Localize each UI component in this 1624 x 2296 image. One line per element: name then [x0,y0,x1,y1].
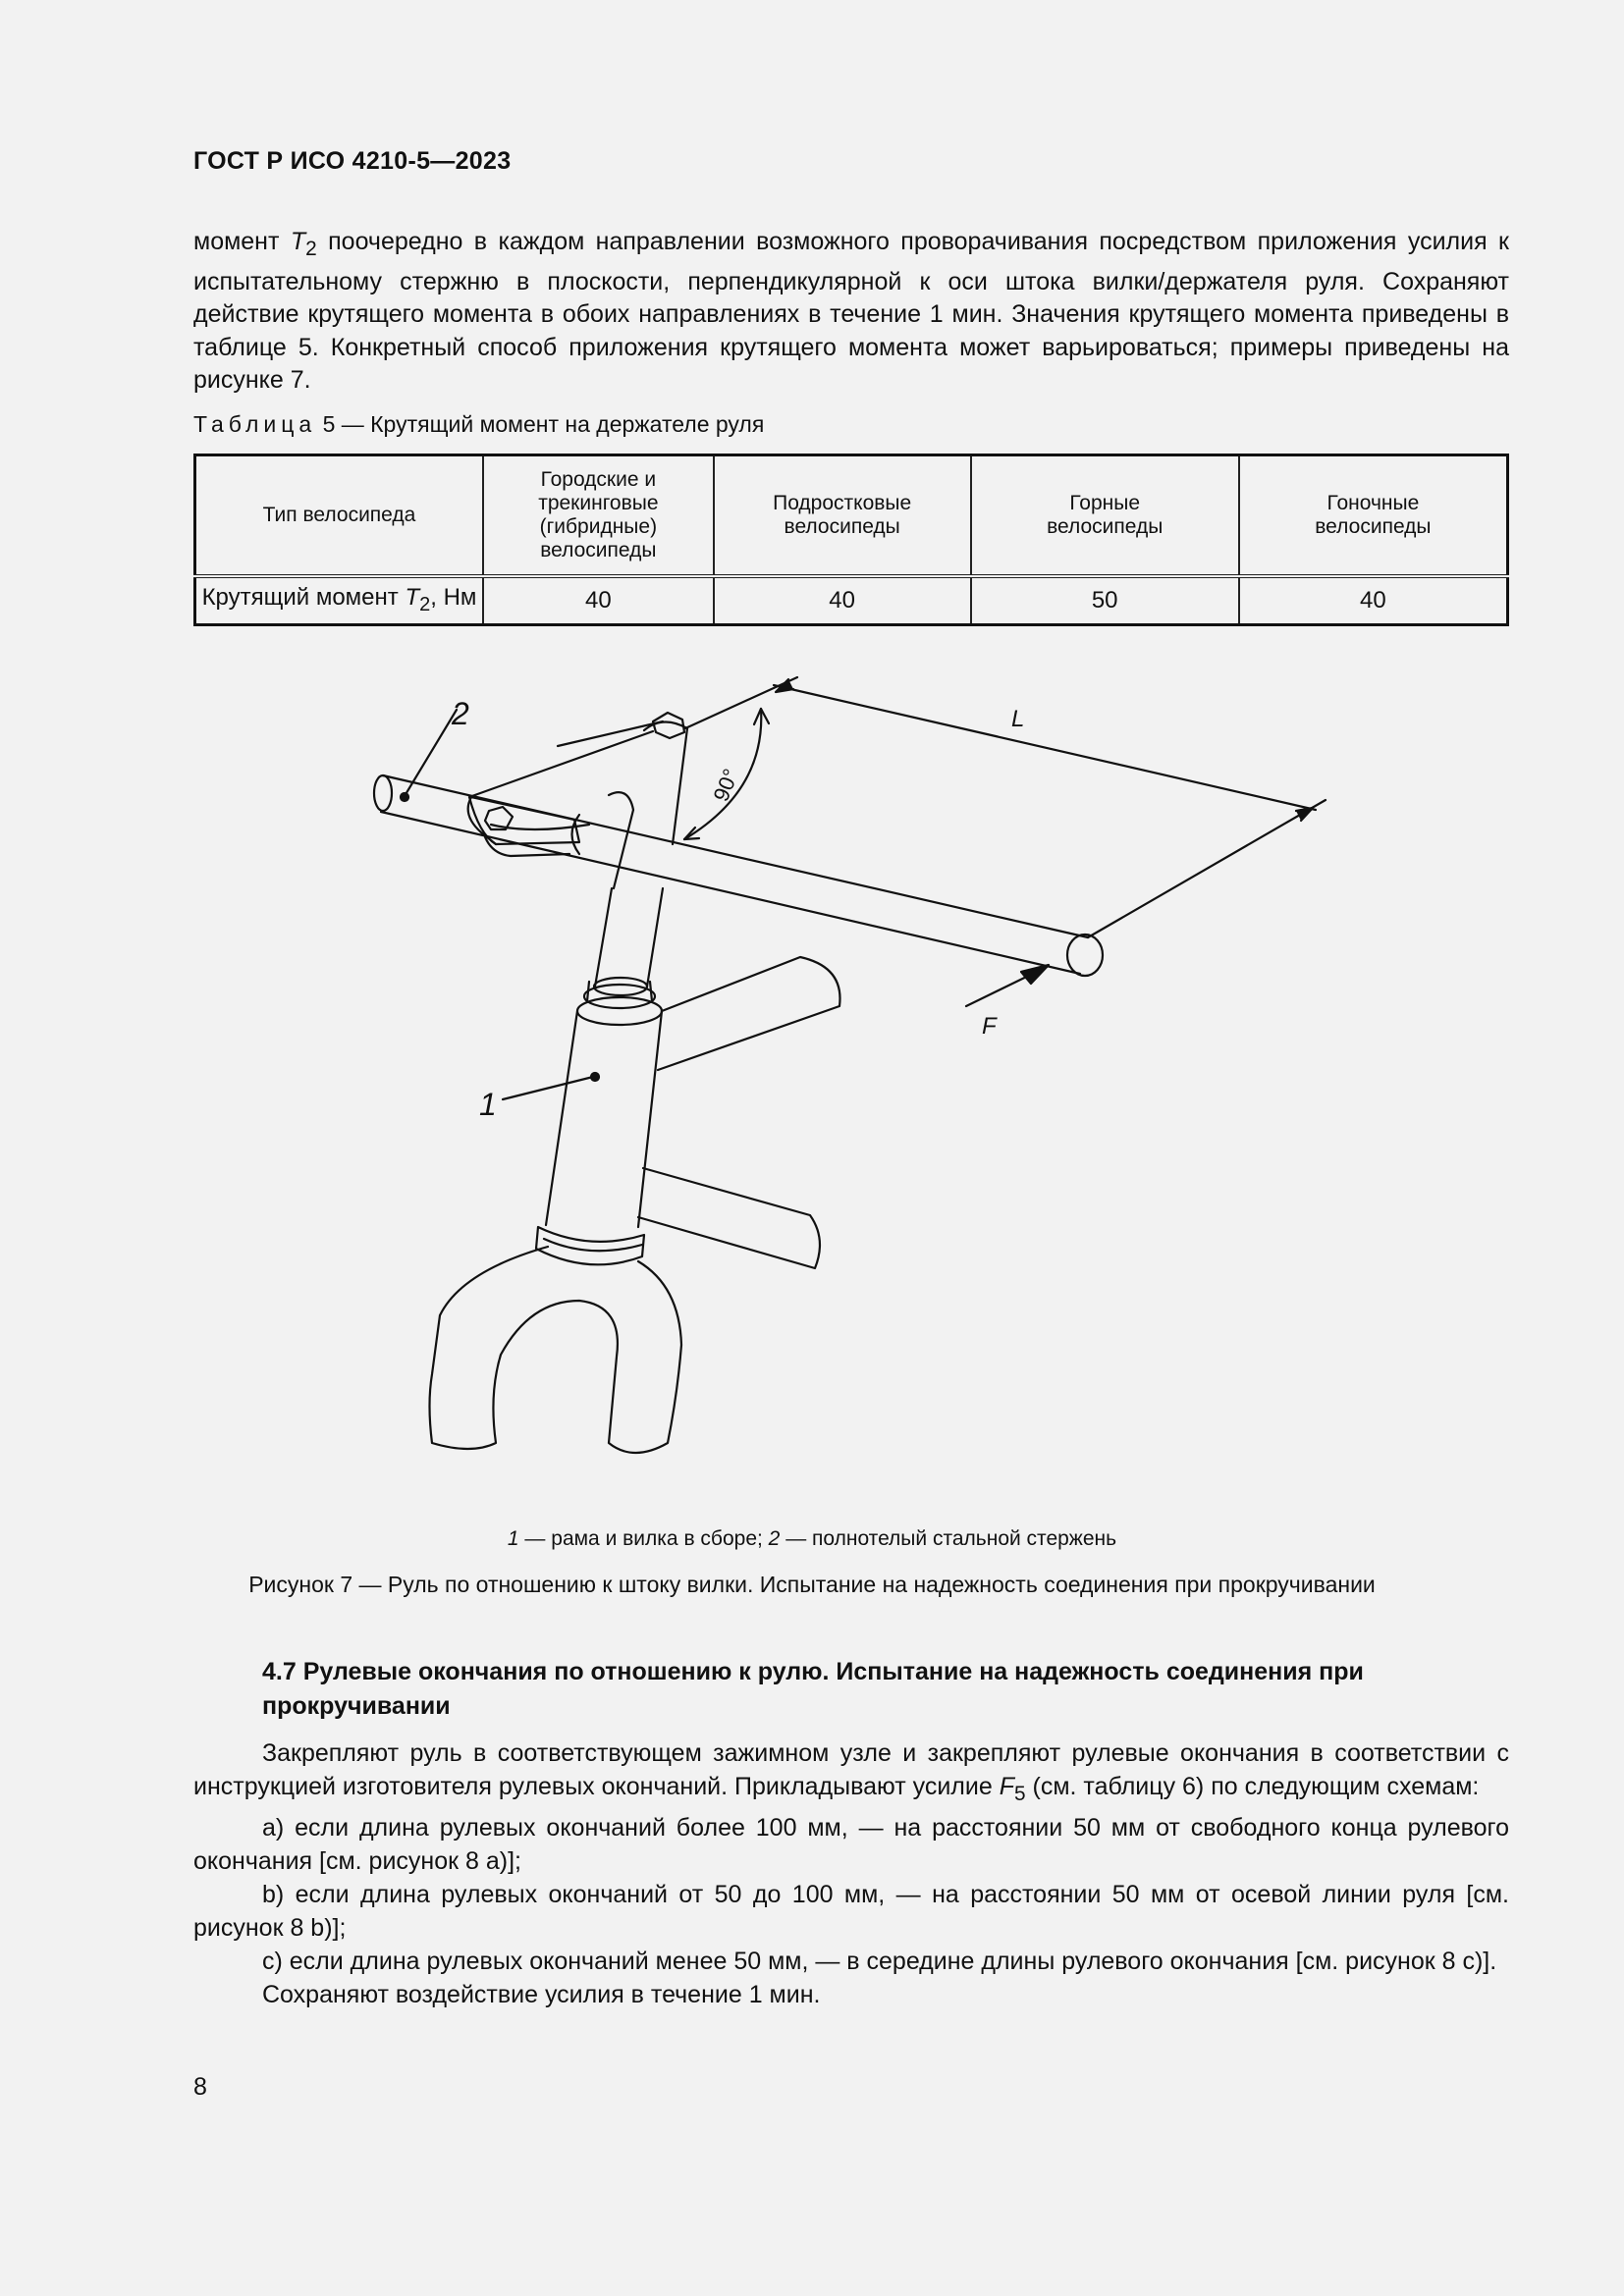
list-item-a: a) если длина рулевых окончаний более 100 мм, — на расстоянии 50 мм от свободного конца рулевого окончания [см. рисунок 8 a)]; [193,1814,1509,1875]
document-header: ГОСТ Р ИСО 4210-5—2023 [193,147,512,175]
header-city-trekking: Городские и трекинговые (гибридные) велосипеды [483,455,714,577]
header-young-adult: Подростковые велосипеды [714,455,971,577]
page-number: 8 [193,2073,207,2101]
header-racing: Гоночные велосипеды [1239,455,1508,577]
figure-label-1: 1 [479,1087,497,1122]
table-caption-rest: 5 — Крутящий момент на держателе руля [316,411,765,437]
torque-symbol: T [290,228,306,255]
frame-upper-tube [658,957,840,1070]
row-label: Крутящий момент $T_2$, Нм [195,576,484,625]
table-caption-word: Таблица [193,411,317,437]
intro-text-post: поочередно в каждом направлении возможного проворачивания посредством приложения усилия к испытательному стержню в плоскости, перпендикулярной к оси штока вилки/держателя руля. Сохраняют действие крутящего момента в обоих направлениях в течение 1 мин. Значения крутящего момента приведены в таблице 5. Конкретный способ приложения крутящего момента может варьироваться; примеры приведены на рисунке 7. [193,228,1509,394]
frame-lower-tube [638,1168,820,1268]
leader-line-1 [503,1077,593,1099]
leader-dot-2 [401,793,408,801]
section-body [193,1736,1509,2011]
section-paragraph-1: Закрепляют руль в соответствующем зажимном узле и закрепляют рулевые окончания в соответствии с инструкцией изготовителя рулевых окончаний. Прикладывают усилие $F_5$ (см. таблицу 6) по следующим схемам: [193,1739,1509,1805]
steering-column [594,888,663,995]
list-item-c: c) если длина рулевых окончаний менее 50 мм, — в середине длины рулевого окончания [см. рисунок 8 c)]. [262,1948,1497,1975]
figure-label-f: F [982,1013,997,1040]
intro-text-pre: момент [193,228,291,255]
list-item-b: b) если длина рулевых окончаний от 50 до 100 мм, — на расстоянии 50 мм от осевой линии руля [см. рисунок 8 b)]; [193,1881,1509,1942]
section-paragraph-last: Сохраняют воздействие усилия в течение 1 мин. [262,1981,821,2008]
leader-line-2 [405,710,457,796]
force-arrow [966,965,1049,1006]
leader-dot-1 [591,1073,599,1081]
torque-subscript: 2 [305,238,317,260]
stem-outer-tube [536,982,662,1264]
figure-label-2: 2 [452,696,469,731]
figure-title: Рисунок 7 — Руль по отношению к штоку вилки. Испытание на надежность соединения при прокручивании [248,1572,1376,1597]
handlebar-holder [469,721,687,888]
section-heading: 4.7 Рулевые окончания по отношению к рулю. Испытание на надежность соединения при прокручивании [262,1658,1364,1720]
fork-crown [430,1247,682,1453]
value-young-adult: 40 [714,576,971,625]
figure-label-l: L [1011,706,1025,732]
figure-label-angle: 90° [708,765,744,805]
value-city-trekking: 40 [483,576,714,625]
value-mountain: 50 [971,576,1239,625]
solid-steel-bar [374,775,1103,976]
figure-legend: 1 — рама и вилка в сборе; 2 — полнотелый стальной стержень [507,1527,1117,1550]
clamp-bolt [468,713,684,856]
header-mountain: Горные велосипеды [971,455,1239,577]
dimension-l [685,677,1326,937]
value-racing: 40 [1239,576,1508,625]
header-bicycle-type: Тип велосипеда [195,455,484,577]
